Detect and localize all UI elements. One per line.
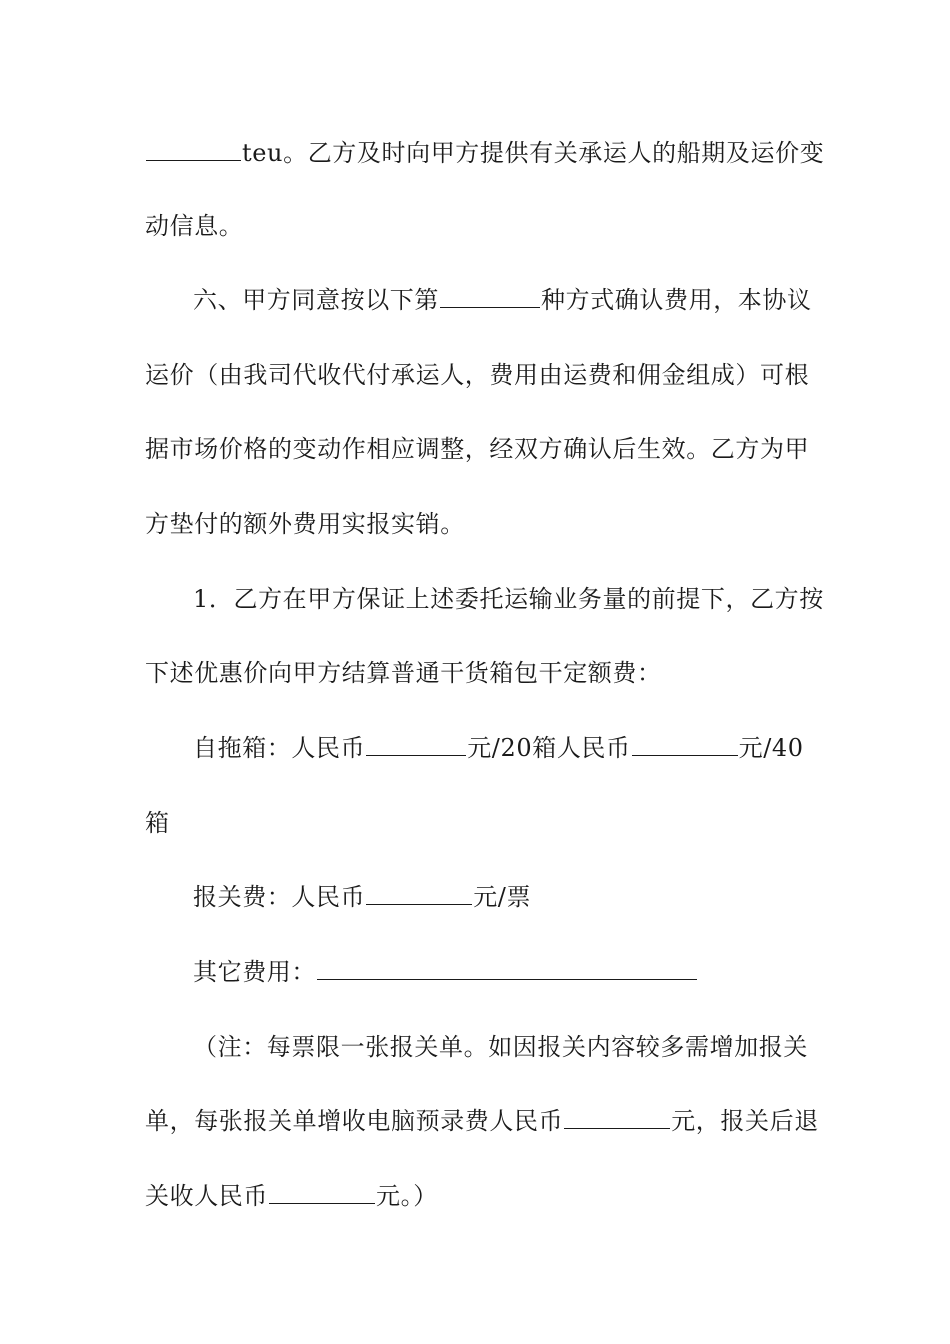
self-towing-fee-line-2 xyxy=(145,808,815,838)
line-text: 种方式确认费用，本协议 xyxy=(541,286,812,314)
line-text: 单，每张报关单增收电脑预录费人民币 xyxy=(145,1107,564,1135)
line-text: 元/20箱人民币 xyxy=(467,734,631,762)
other-fees-line xyxy=(193,957,813,987)
line-text: 下述优惠价向甲方结算普通干货箱包干定额费： xyxy=(145,659,662,687)
note-line-3 xyxy=(145,1181,815,1211)
note-line-1 xyxy=(193,1032,813,1062)
paragraph-line-2 xyxy=(145,211,815,241)
line-text: 动信息。 xyxy=(145,212,244,240)
fill-blank xyxy=(564,1106,670,1129)
line-text: 元。） xyxy=(376,1182,438,1210)
note-line-2 xyxy=(145,1106,819,1136)
line-text: 元/票 xyxy=(473,883,532,911)
line-text: 据市场价格的变动作相应调整，经双方确认后生效。乙方为甲 xyxy=(145,435,810,463)
item-one-line-2 xyxy=(145,658,815,688)
self-towing-fee-line xyxy=(193,733,813,763)
line-text: 关收人民币 xyxy=(145,1182,268,1210)
line-text: 方垫付的额外费用实报实销。 xyxy=(145,510,465,538)
section-six-line-3 xyxy=(145,434,815,464)
fill-blank xyxy=(366,882,472,905)
fill-blank xyxy=(366,733,466,756)
item-one-line-1 xyxy=(193,584,824,614)
fill-blank xyxy=(632,733,738,756)
fill-blank xyxy=(317,957,697,980)
line-text: （注：每票限一张报关单。如因报关内容较多需增加报关 xyxy=(193,1033,808,1061)
section-six-line-2 xyxy=(145,360,815,390)
line-text: 元，报关后退 xyxy=(671,1107,819,1135)
paragraph-line-1 xyxy=(145,138,825,168)
line-text: 其它费用： xyxy=(193,958,316,986)
fill-blank xyxy=(269,1181,375,1204)
line-text: teu。乙方及时向甲方提供有关承运人的船期及运价变 xyxy=(242,139,825,167)
line-text: 箱 xyxy=(145,809,170,837)
line-text: 元/40 xyxy=(738,734,804,762)
fill-blank xyxy=(440,285,540,308)
section-six-line-4 xyxy=(145,509,815,539)
fill-blank xyxy=(146,138,241,161)
line-text: 1．乙方在甲方保证上述委托运输业务量的前提下，乙方按 xyxy=(193,585,824,613)
line-text: 自拖箱：人民币 xyxy=(193,734,366,762)
line-text: 六、甲方同意按以下第 xyxy=(193,286,439,314)
customs-fee-line xyxy=(193,882,813,912)
line-text: 报关费：人民币 xyxy=(193,883,366,911)
section-six-line-1 xyxy=(193,285,813,315)
line-text: 运价（由我司代收代付承运人，费用由运费和佣金组成）可根 xyxy=(145,361,810,389)
